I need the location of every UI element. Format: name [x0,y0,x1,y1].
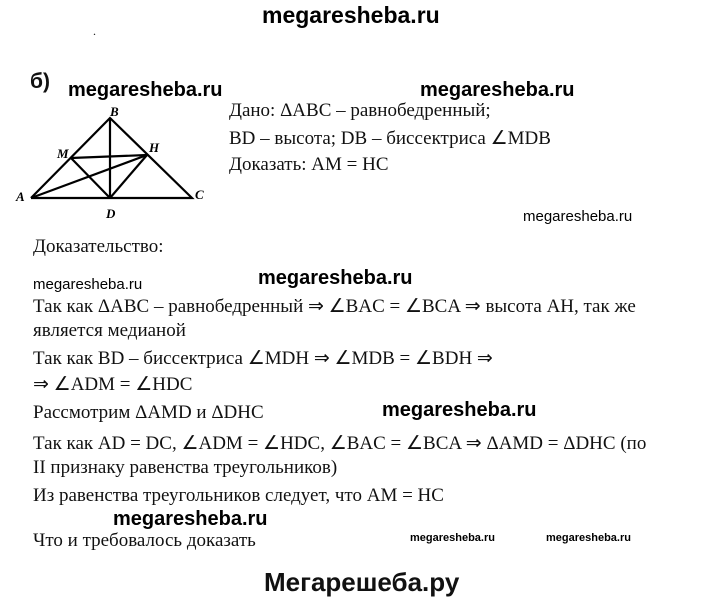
given-line-3: Доказать: AM = HC [229,154,389,175]
watermark[interactable]: megaresheba.ru [410,532,495,544]
proof-line: II признаку равенства треугольников) [33,457,338,478]
given-line-2: BD – высота; DB – биссектриса ∠MDB [229,128,551,149]
part-label: б) [30,70,50,93]
proof-line: ⇒ ∠ADM = ∠HDC [33,374,193,395]
point-label-a: A [16,189,25,204]
watermark[interactable]: megaresheba.ru [258,267,413,289]
proof-line: Так как ΔABC – равнобедренный ⇒ ∠BAC = ∠BCA ⇒ высота AH, так же [33,296,636,317]
watermark[interactable]: megaresheba.ru [382,399,537,421]
watermark[interactable]: megaresheba.ru [523,208,633,225]
proof-line: Так как AD = DC, ∠ADM = ∠HDC, ∠BAC = ∠BCA ⇒ ΔAMD = ΔDHC (по [33,433,647,454]
watermark[interactable]: megaresheba.ru [33,276,143,293]
point-label-c: C [195,187,204,202]
triangle-abc [31,118,192,198]
proof-heading: Доказательство: [33,236,164,257]
footer-watermark[interactable]: Мегарешеба.ру [264,567,460,597]
segment-md [71,158,110,198]
proof-line: Рассмотрим ΔAMD и ΔDHC [33,402,264,423]
proof-conclusion: Что и требовалось доказать [33,530,256,551]
header-watermark[interactable]: megaresheba.ru [262,2,440,28]
watermark[interactable]: megaresheba.ru [113,508,268,530]
point-label-m: M [57,146,69,161]
point-label-h: H [149,140,160,155]
given-line-1: Дано: ΔABC – равнобедренный; [229,100,491,121]
watermark[interactable]: megaresheba.ru [546,532,631,544]
watermark[interactable]: megaresheba.ru [420,79,575,101]
triangle-figure [10,100,220,225]
proof-line: Из равенства треугольников следует, что AM = HC [33,485,444,506]
proof-line: Так как BD – биссектриса ∠MDH ⇒ ∠MDB = ∠BDH ⇒ [33,348,493,369]
point-label-d: D [106,206,116,221]
proof-line: является медианой [33,320,186,341]
stray-dot: . [93,24,96,38]
watermark[interactable]: megaresheba.ru [68,79,223,101]
segment-mh [71,155,147,158]
point-label-b: B [110,104,119,119]
